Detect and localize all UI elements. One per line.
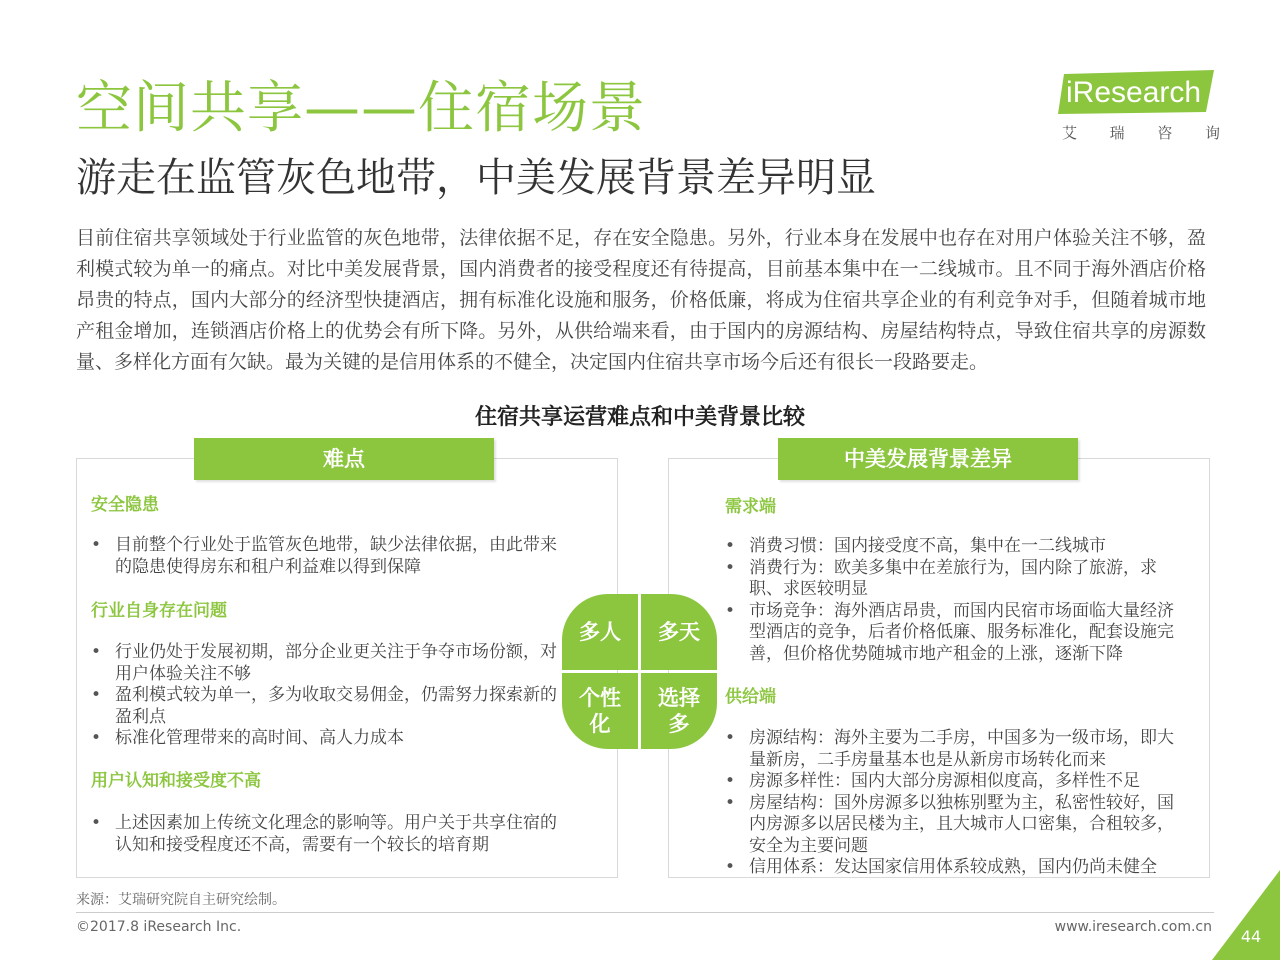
bullet-list: [77, 642, 559, 750]
difficulties-tab: 难点: [194, 438, 494, 480]
page-subtitle: 游走在监管灰色地带，中美发展背景差异明显: [76, 155, 876, 201]
category-title: 供给端: [725, 687, 776, 707]
footer-divider: [76, 912, 1214, 913]
logo-sub-char: 询: [1204, 124, 1220, 142]
list-item: • 消费行为：欧美多集中在差旅行为，国内除了旅游，求职、求医较明显: [711, 558, 1183, 601]
bullet-list: [711, 728, 1183, 879]
list-item: • 上述因素加上传统文化理念的影响等。用户关于共享住宿的认知和接受程度还不高，需要有一个较长的培育期: [77, 813, 559, 856]
website-url: www.iresearch.com.cn: [1054, 919, 1212, 935]
list-item: • 消费习惯：国内接受度不高，集中在一二线城市: [711, 536, 1183, 558]
logo-sub-char: 咨: [1157, 124, 1173, 142]
page-title: 空间共享——住宿场景: [76, 76, 646, 141]
background-diff-panel: [668, 458, 1210, 878]
list-item: • 房源多样性：国内大部分房源相似度高，多样性不足: [711, 771, 1183, 793]
copyright: ©2017.8 iResearch Inc.: [76, 919, 242, 935]
logo-sub-char: 瑞: [1109, 124, 1125, 142]
quad-many-people: 多人: [562, 594, 638, 670]
iresearch-logo: [1056, 68, 1224, 152]
list-item: • 标准化管理带来的高时间、高人力成本: [77, 728, 559, 750]
category-title: 行业自身存在问题: [91, 601, 227, 621]
list-item: • 目前整个行业处于监管灰色地带，缺少法律依据，由此带来的隐患使得房东和租户利益难以得到保障: [77, 535, 559, 578]
list-item: • 行业仍处于发展初期，部分企业更关注于争夺市场份额，对用户体验关注不够: [77, 642, 559, 685]
section-title: 住宿共享运营难点和中美背景比较: [474, 405, 805, 430]
logo-brand-text: iResearch: [1066, 76, 1202, 109]
list-item: • 盈利模式较为单一，多为收取交易佣金，仍需努力探索新的盈利点: [77, 685, 559, 728]
logo-sub-char: 艾: [1062, 124, 1078, 142]
category-title: 需求端: [725, 497, 776, 517]
intro-paragraph: 目前住宿共享领域处于行业监管的灰色地带，法律依据不足，存在安全隐患。另外，行业本身在发展中也存在对用户体验关注不够，盈利模式较为单一的痛点。对比中美发展背景，国内消费者的接受程度还有待提高，目前基本集中在一二线城市。且不同于海外酒店价格昂贵的特点，国内大部分的经济型快捷酒店，拥有标准化设施和服务，价格低廉，将成为住宿共享企业的有利竞争对手，但随着城市地产租金增加，连锁酒店价格上的优势会有所下降。另外，从供给端来看，由于国内的房源结构、房屋结构特点，导致住宿共享的房源数量、多样化方面有欠缺。最为关键的是信用体系的不健全，决定国内住宿共享市场今后还有很长一段路要走。: [76, 227, 1206, 373]
source-note: 来源：艾瑞研究院自主研究绘制。: [76, 892, 286, 908]
category-title: 用户认知和接受度不高: [91, 771, 261, 791]
list-item: • 信用体系：发达国家信用体系较成熟，国内仍尚未健全: [711, 857, 1183, 879]
bullet-list: [77, 813, 559, 856]
quad-many-days: 多天: [641, 594, 717, 670]
quad-label: 个性化: [579, 686, 621, 736]
logo-subtitle: [1062, 122, 1220, 143]
bullet-list: [77, 535, 559, 578]
bullet-list: [711, 536, 1183, 665]
list-item: • 市场竞争：海外酒店昂贵，而国内民宿市场面临大量经济型酒店的竞争，后者价格低廉、服务标准化，配套设施完善，但价格优势随城市地产租金的上涨，逐渐下降: [711, 601, 1183, 666]
background-diff-tab: 中美发展背景差异: [778, 438, 1078, 480]
page-number: 44: [1240, 927, 1262, 946]
difficulties-panel: [76, 458, 618, 878]
list-item: • 房屋结构：国外房源多以独栋别墅为主，私密性较好，国内房源多以居民楼为主，且大城市人口密集，合租较多，安全为主要问题: [711, 793, 1183, 858]
logo-mark: [1056, 68, 1216, 116]
list-item: • 房源结构：海外主要为二手房，中国多为一级市场，即大量新房，二手房量基本也是从新房市场转化而来: [711, 728, 1183, 771]
category-title: 安全隐患: [91, 495, 159, 515]
quad-label: 选择多: [658, 686, 700, 736]
